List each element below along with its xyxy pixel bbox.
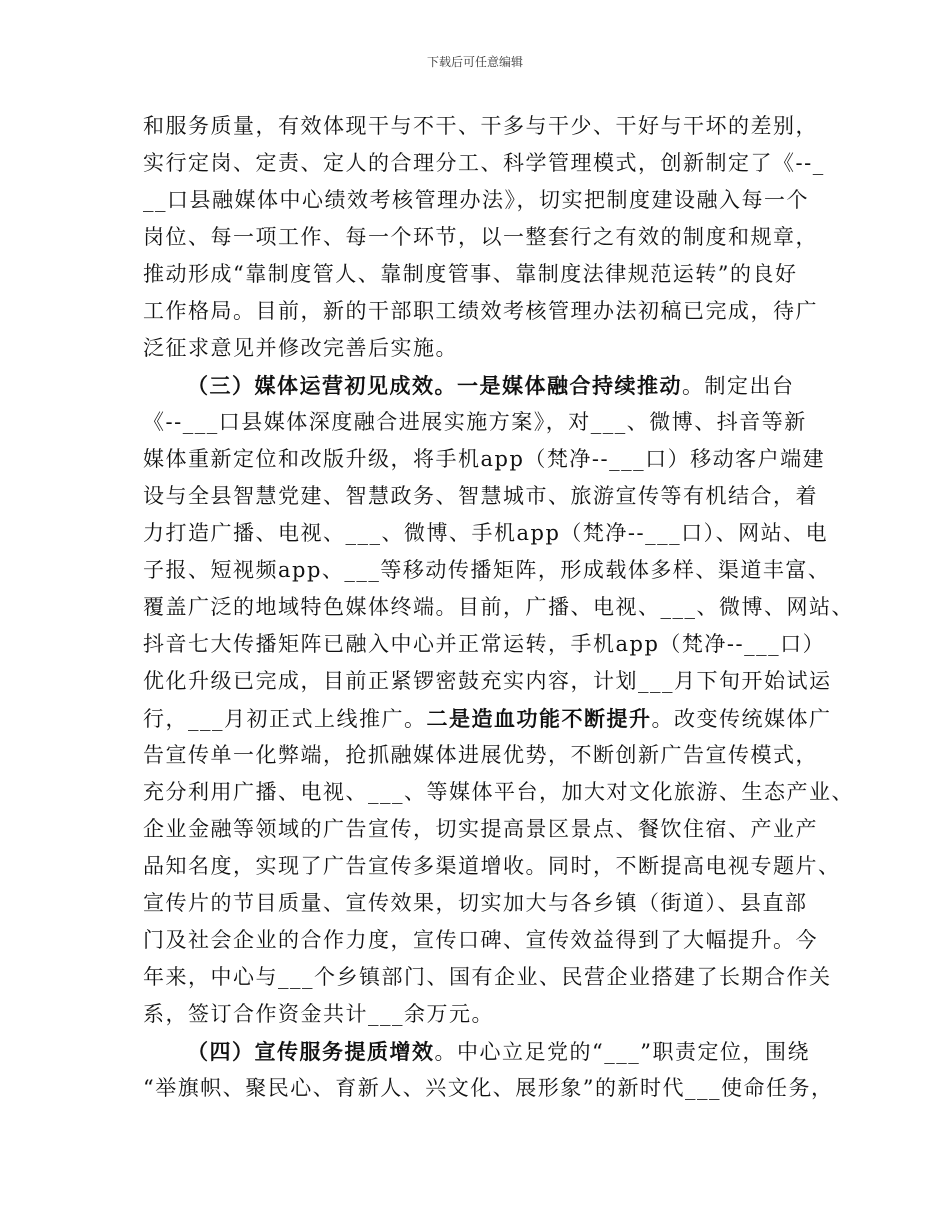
text-line xyxy=(143,1070,843,1107)
text-line xyxy=(143,663,843,700)
text-line xyxy=(143,145,843,182)
text-segment: 子报、短视频app、___等移动传播矩阵，形成载体多样、渠道丰富、 xyxy=(143,558,831,582)
text-line xyxy=(143,441,843,478)
bold-text-segment: 一是媒体融合持续推动 xyxy=(457,373,682,398)
text-line xyxy=(143,182,843,219)
text-segment: 设与全县智慧党建、智慧政务、智慧城市、旅游宣传等有机结合，着 xyxy=(143,484,818,508)
text-line xyxy=(143,922,843,959)
text-segment: __口县融媒体中心绩效考核管理办法》，切实把制度建设融入每一个 xyxy=(143,188,809,212)
text-line xyxy=(143,256,843,293)
text-line xyxy=(143,219,843,256)
text-segment: 工作格局。目前，新的干部职工绩效考核管理办法初稿已完成，待广 xyxy=(143,299,818,323)
text-segment: 充分利用广播、电视、___、等媒体平台，加大对文化旅游、生态产业、 xyxy=(143,780,854,804)
text-line xyxy=(143,293,843,330)
text-line xyxy=(143,959,843,996)
text-segment: 岗位、每一项工作、每一个环节，以一整套行之有效的制度和规章， xyxy=(143,225,818,249)
text-line xyxy=(143,811,843,848)
text-segment: 行，___月初正式上线推广。 xyxy=(143,707,427,731)
text-line xyxy=(143,626,843,663)
text-segment: 覆盖广泛的地域特色媒体终端。目前，广播、电视、___、微博、网站、 xyxy=(143,595,854,619)
text-segment: 媒体重新定位和改版升级，将手机app（梵净--___口）移动客户端建 xyxy=(143,447,826,471)
text-line xyxy=(143,515,843,552)
text-segment: 推动形成“靠制度管人、靠制度管事、靠制度法律规范运转”的良好 xyxy=(143,262,798,286)
page-header: 下载后可任意编辑 xyxy=(426,55,523,69)
text-line xyxy=(143,404,843,441)
text-line xyxy=(143,774,854,811)
text-segment: 和服务质量，有效体现干与不干、干多与干少、干好与干坏的差别， xyxy=(143,114,818,138)
text-line xyxy=(143,996,843,1033)
text-segment: 《--___口县媒体深度融合进展实施方案》，对___、微博、抖音等新 xyxy=(143,410,807,434)
text-line xyxy=(143,737,843,774)
text-segment: 。中心立足党的“___”职责定位，围绕 xyxy=(434,1040,810,1064)
text-segment: 。改变传统媒体广 xyxy=(651,707,832,731)
text-segment: 品知名度，实现了广告宣传多渠道增收。同时，不断提高电视专题片、 xyxy=(143,854,841,878)
text-segment: 抖音七大传播矩阵已融入中心并正常运转，手机app（梵净--___口） xyxy=(143,632,826,656)
text-segment: “举旗帜、聚民心、育新人、兴文化、展形象”的新时代___使命任务， xyxy=(143,1076,834,1100)
text-segment: 宣传片的节目质量、宣传效果，切实加大与各乡镇（街道）、县直部 xyxy=(143,891,808,915)
text-line xyxy=(143,848,843,885)
text-line xyxy=(143,367,843,404)
text-segment: 泛征求意见并修改完善后实施。 xyxy=(143,336,458,360)
text-segment: 企业金融等领域的广告宣传，切实提高景区景点、餐饮住宿、产业产 xyxy=(143,817,818,841)
text-segment: 门及社会企业的合作力度，宣传口碑、宣传效益得到了大幅提升。今 xyxy=(143,928,818,952)
text-segment: 力打造广播、电视、___、微博、手机app（梵净--___口）、网站、电 xyxy=(143,521,829,545)
text-segment: 系，签订合作资金共计___余万元。 xyxy=(143,1002,494,1026)
text-segment: 。制定出台 xyxy=(682,374,795,398)
text-line xyxy=(143,330,843,367)
text-line xyxy=(143,885,843,922)
text-line xyxy=(143,552,843,589)
text-segment: 年来，中心与___个乡镇部门、国有企业、民营企业搭建了长期合作关 xyxy=(143,965,832,989)
text-segment: 优化升级已完成，目前正紧锣密鼓充实内容，计划___月下旬开始试运 xyxy=(143,669,832,693)
bold-text-segment: 二是造血功能不断提升 xyxy=(426,706,652,731)
text-segment: 告宣传单一化弊端，抢抓融媒体进展优势，不断创新广告宣传模式， xyxy=(143,743,818,767)
text-line xyxy=(143,700,843,737)
text-line xyxy=(143,478,843,515)
text-line xyxy=(143,108,843,145)
document-body xyxy=(143,108,854,1107)
text-line xyxy=(143,589,854,626)
bold-text-segment: （三）媒体运营初见成效。 xyxy=(187,373,457,398)
bold-text-segment: （四）宣传服务提质增效 xyxy=(187,1039,435,1064)
text-line xyxy=(143,1033,843,1070)
text-segment: 实行定岗、定责、定人的合理分工、科学管理模式，创新制定了《--_ xyxy=(143,151,825,175)
